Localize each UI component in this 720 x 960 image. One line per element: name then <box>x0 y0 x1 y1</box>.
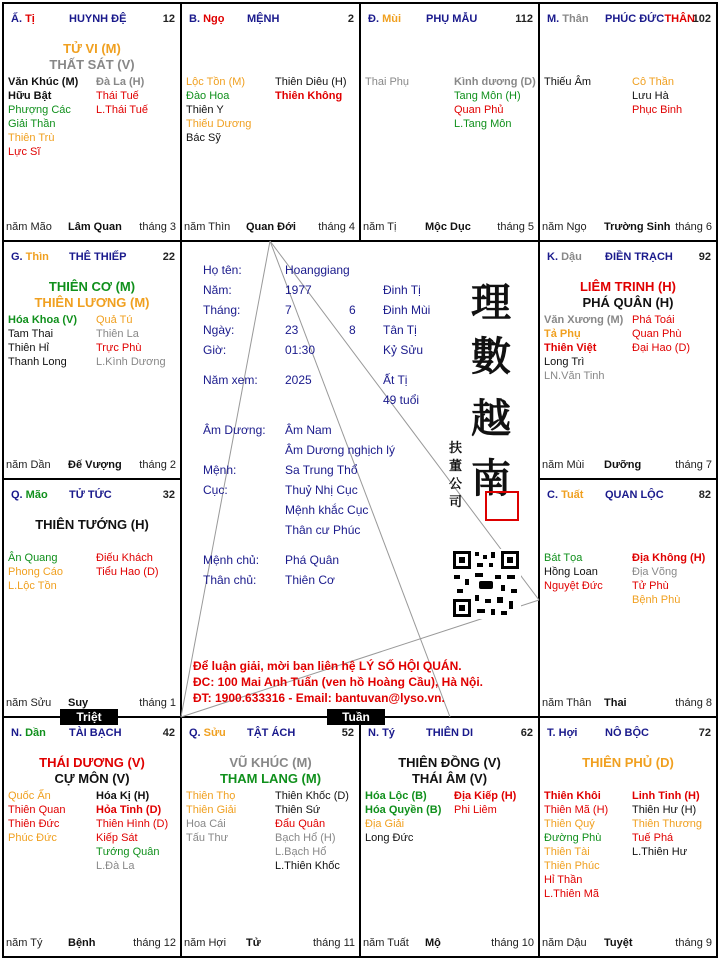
minor-star: Hóa Kị (H) <box>96 790 150 802</box>
palace-stage: Tuyệt <box>604 937 633 949</box>
minor-star: Văn Khúc (M) <box>8 76 79 88</box>
left-star-column <box>544 313 623 383</box>
palace-cell <box>539 241 717 479</box>
minor-star: LN.Văn Tinh <box>544 370 605 382</box>
minor-star: L.Lộc Tồn <box>8 580 57 592</box>
palace-year: năm Sửu <box>6 697 52 709</box>
value-nam-can: Đinh Tị <box>383 283 421 297</box>
value-cuc-3: Thân cư Phúc <box>285 523 361 537</box>
main-stars <box>3 755 181 787</box>
minor-star: Văn Xương (M) <box>544 314 624 326</box>
palace-branch: T. Hợi <box>547 727 578 739</box>
label-ho-ten: Họ tên: <box>203 263 242 277</box>
palace-month: tháng 5 <box>497 221 534 233</box>
main-stars <box>360 755 539 787</box>
label-gio: Giờ: <box>203 343 227 357</box>
minor-star: Hữu Bật <box>8 90 52 102</box>
minor-star: Trực Phù <box>96 342 142 354</box>
minor-star: Lực Sĩ <box>8 146 41 158</box>
palace-month: tháng 3 <box>139 221 176 233</box>
value-ngay: 23 <box>285 323 299 337</box>
palace-year: năm Tuất <box>363 937 409 949</box>
palace-stage: Mộc Dục <box>425 221 471 233</box>
palace-footer <box>542 697 712 709</box>
palace-year: năm Mùi <box>542 459 585 471</box>
minor-star: Hóa Lộc (B) <box>365 790 427 802</box>
minor-star: Hồng Loan <box>544 566 598 578</box>
seal-text-1: 扶 <box>449 441 463 456</box>
label-menh: Mệnh: <box>203 463 237 477</box>
minor-star: Thiên Quan <box>8 804 66 816</box>
minor-star: Điếu Khách <box>96 552 153 564</box>
value-ngay-al: 8 <box>349 323 356 337</box>
minor-star: L.Đà La <box>96 860 135 872</box>
main-star: THIÊN TƯỚNG (H) <box>35 517 149 532</box>
minor-star: Thiên Khốc (D) <box>275 790 349 802</box>
palace-year: năm Tị <box>363 221 397 233</box>
palace-footer <box>6 937 176 949</box>
minor-star: Giải Thần <box>8 118 56 130</box>
main-star: THIÊN CƠ (M) <box>48 279 136 294</box>
calligraphy-ly: 理 <box>471 279 511 326</box>
value-nam: 1977 <box>285 283 312 297</box>
palace-number: 72 <box>698 727 711 739</box>
label-menh-chu: Mệnh chủ: <box>203 553 260 567</box>
minor-star: Phúc Đức <box>8 832 57 844</box>
contact-line-3: ĐT: 1900.633316 - Email: bantuvan@lyso.vn. <box>193 691 445 705</box>
minor-star: Thiên Việt <box>544 342 597 354</box>
palace-footer <box>6 697 176 709</box>
main-star: VŨ KHÚC (M) <box>229 755 312 770</box>
palace-branch: N. Dần <box>11 727 46 739</box>
label-nam-xem: Năm xem: <box>203 373 258 387</box>
minor-star: Thai Phụ <box>365 76 410 88</box>
palace-branch: Q. Mão <box>11 489 48 501</box>
value-menh: Sa Trung Thổ <box>285 463 358 477</box>
palace-month: tháng 7 <box>675 459 712 471</box>
tuan-tag: Tuần <box>327 709 385 725</box>
minor-star: Hoa Cái <box>186 818 226 830</box>
palace-footer <box>542 937 712 949</box>
minor-star: Kình dương (D) <box>454 76 536 88</box>
label-nam: Năm: <box>203 283 232 297</box>
palace-number: 102 <box>692 13 711 25</box>
value-cuc: Thuỷ Nhị Cục <box>285 483 358 497</box>
palace-stage: Suy <box>68 697 89 709</box>
minor-star: Phục Binh <box>632 104 683 116</box>
minor-star: Thiên Khôi <box>544 790 601 802</box>
left-star-column <box>544 75 591 89</box>
minor-star: Thanh Long <box>8 356 67 368</box>
palace-cell <box>3 241 181 479</box>
minor-star: Hóa Khoa (V) <box>8 314 78 326</box>
left-star-column <box>544 551 603 593</box>
palace-footer <box>184 937 355 949</box>
minor-star: Thiên Diêu (H) <box>275 76 347 88</box>
palace-cell <box>539 3 717 241</box>
palace-year: năm Thìn <box>184 221 231 233</box>
right-star-column <box>632 313 690 355</box>
main-star: THIÊN PHỦ (D) <box>582 755 674 770</box>
left-star-column <box>365 789 441 845</box>
value-thang: 7 <box>285 303 292 317</box>
calligraphy-viet: 越 <box>471 395 511 442</box>
palace-branch: K. Dậu <box>547 251 582 263</box>
minor-star: Bạch Hổ (H) <box>275 832 336 844</box>
minor-star: Long Trì <box>544 356 585 368</box>
palace-name: NÔ BỘC <box>605 727 649 739</box>
value-thang-can: Đinh Mùi <box>383 303 431 317</box>
minor-star: Địa Không (H) <box>632 552 706 564</box>
palace-name: THÊ THIẾP <box>69 251 127 263</box>
palace-footer <box>542 459 712 471</box>
minor-star: Tang Môn (H) <box>454 90 521 102</box>
palace-number: 82 <box>698 489 711 501</box>
palace-header <box>11 251 175 265</box>
minor-star: Đẩu Quân <box>275 818 326 830</box>
left-star-column <box>8 75 78 159</box>
minor-star: Thiếu Dương <box>186 118 252 130</box>
main-star: THÁI ÂM (V) <box>411 771 488 786</box>
palace-footer <box>542 221 712 233</box>
center-info <box>181 241 539 717</box>
palace-year: năm Thân <box>542 697 592 709</box>
minor-star: Thiên Thọ <box>186 790 236 802</box>
palace-name: QUAN LỘC <box>605 489 664 501</box>
minor-star: Ân Quang <box>8 552 58 564</box>
palace-footer <box>6 459 176 471</box>
value-cuc-2: Mệnh khắc Cục <box>285 503 369 517</box>
minor-star: Thiên Hình (D) <box>96 818 169 830</box>
palace-number: 22 <box>162 251 175 263</box>
minor-star: Thiên Y <box>186 104 224 116</box>
minor-star: Hóa Quyền (B) <box>365 804 442 816</box>
palace-cell <box>3 3 181 241</box>
minor-star: Quốc Ấn <box>8 790 51 802</box>
palace-stage: Trường Sinh <box>604 221 671 233</box>
palace-header <box>11 727 175 741</box>
minor-star: Nguyệt Đức <box>544 580 603 592</box>
minor-star: L.Tang Môn <box>454 118 512 130</box>
palace-number: 42 <box>162 727 175 739</box>
minor-star: L.Thiên Hư <box>632 846 688 858</box>
palace-header <box>189 13 354 27</box>
palace-stage: Thai <box>604 697 627 709</box>
right-star-column <box>454 789 516 817</box>
minor-star: Hỉ Thần <box>544 874 583 886</box>
palace-header <box>547 251 711 265</box>
palace-month: tháng 6 <box>675 221 712 233</box>
minor-star: Phi Liêm <box>454 804 497 816</box>
main-star: TỬ VI (M) <box>63 41 121 56</box>
minor-star: Đại Hao (D) <box>632 342 691 354</box>
palace-branch: C. Tuất <box>547 489 584 501</box>
palace-month: tháng 10 <box>491 937 534 949</box>
palace-footer <box>6 221 176 233</box>
palace-branch: Ấ. Tị <box>11 13 35 25</box>
minor-star: Bệnh Phù <box>632 594 681 606</box>
minor-star: Quan Phù <box>632 328 682 340</box>
minor-star: Tử Phù <box>632 580 669 592</box>
palace-year: năm Dậu <box>542 937 587 949</box>
minor-star: Thiên Hư (H) <box>632 804 697 816</box>
palace-number: 52 <box>341 727 354 739</box>
minor-star: Thái Tuế <box>96 90 139 102</box>
than-marker: THÂN <box>664 13 695 25</box>
palace-stage: Bệnh <box>68 937 96 949</box>
palace-month: tháng 1 <box>139 697 176 709</box>
minor-star: Cô Thần <box>632 76 674 88</box>
palace-cell <box>181 717 360 957</box>
minor-star: Phá Toái <box>632 314 675 326</box>
palace-month: tháng 4 <box>318 221 355 233</box>
value-ngay-can: Tân Tị <box>383 323 417 337</box>
minor-star: Bát Tọa <box>544 552 583 564</box>
minor-star: Thiên Hỉ <box>8 342 49 354</box>
main-star: THIÊN ĐỒNG (V) <box>398 755 501 770</box>
seal-text-4: 司 <box>449 495 463 510</box>
palace-branch: M. Thân <box>547 13 589 25</box>
palace-month: tháng 2 <box>139 459 176 471</box>
seal-text-2: 董 <box>449 459 463 474</box>
palace-cell <box>360 3 539 241</box>
left-star-column <box>8 313 77 369</box>
palace-name: ĐIỀN TRẠCH <box>605 251 673 263</box>
main-stars <box>3 517 181 533</box>
contact-line-1: Để luận giải, mời bạn liên hệ LÝ SỐ HỘI QUÁN. <box>193 659 462 673</box>
value-tuoi: 49 tuổi <box>383 393 420 407</box>
minor-star: Tam Thai <box>8 328 54 340</box>
palace-name: PHÚC ĐỨC <box>605 13 665 25</box>
value-am-duong-2: Âm Dương nghịch lý <box>285 443 395 457</box>
left-star-column <box>365 75 409 89</box>
palace-name: MỆNH <box>247 13 280 25</box>
right-star-column <box>454 75 536 131</box>
value-am-duong: Âm Nam <box>285 423 332 437</box>
palace-branch: N. Tý <box>368 727 395 739</box>
right-star-column <box>275 789 349 873</box>
contact-line-2: ĐC: 100 Mai Anh Tuấn (ven hồ Hoàng Cầu), Hà Nội. <box>193 675 484 689</box>
palace-number: 62 <box>520 727 533 739</box>
right-star-column <box>96 551 159 579</box>
qr-code-icon <box>451 549 521 619</box>
palace-number: 12 <box>162 13 175 25</box>
right-star-column <box>632 75 682 117</box>
value-than-chu: Thiên Cơ <box>285 573 335 587</box>
minor-star: Thiếu Âm <box>544 76 592 88</box>
calligraphy-nam: 南 <box>471 455 511 502</box>
palace-branch: B. Ngọ <box>189 13 225 25</box>
palace-footer <box>363 937 534 949</box>
minor-star: Địa Võng <box>632 566 678 578</box>
main-stars <box>3 279 181 311</box>
minor-star: Linh Tinh (H) <box>632 790 700 802</box>
minor-star: Đào Hoa <box>186 90 230 102</box>
right-star-column <box>96 313 166 369</box>
value-thang-al: 6 <box>349 303 356 317</box>
right-star-column <box>275 75 347 103</box>
main-stars <box>3 41 181 73</box>
minor-star: Tấu Thư <box>186 832 229 844</box>
palace-header <box>547 727 711 741</box>
palace-year: năm Ngọ <box>542 221 587 233</box>
minor-star: Thiên Sứ <box>275 804 321 816</box>
palace-footer <box>363 221 534 233</box>
label-am-duong: Âm Dương: <box>203 423 266 437</box>
palace-year: năm Dần <box>6 459 51 471</box>
palace-header <box>11 13 175 27</box>
value-gio-can: Kỷ Sửu <box>383 343 424 357</box>
minor-star: Tướng Quân <box>96 846 160 858</box>
minor-star: Thiên Quý <box>544 818 595 830</box>
right-star-column <box>96 75 148 117</box>
red-seal-icon <box>485 491 519 521</box>
minor-star: Kiếp Sát <box>96 832 138 844</box>
palace-branch: G. Thìn <box>11 251 49 263</box>
label-thang: Tháng: <box>203 303 241 317</box>
palace-branch: Q. Sửu <box>189 727 226 739</box>
minor-star: Tiểu Hao (D) <box>96 566 159 578</box>
main-star: PHÁ QUÂN (H) <box>582 295 674 310</box>
minor-star: L.Thiên Mã <box>544 888 600 900</box>
main-star: THIÊN LƯƠNG (M) <box>34 295 150 310</box>
value-nam-xem: 2025 <box>285 373 312 387</box>
palace-year: năm Mão <box>6 221 52 233</box>
palace-name: TẬT ÁCH <box>247 727 296 739</box>
palace-stage: Lâm Quan <box>68 221 122 233</box>
palace-number: 2 <box>347 13 354 25</box>
palace-cell <box>539 717 717 957</box>
minor-star: L.Kình Dương <box>96 356 166 368</box>
minor-star: Thiên La <box>96 328 139 340</box>
palace-number: 92 <box>698 251 711 263</box>
minor-star: L.Thái Tuế <box>96 104 148 116</box>
value-gio: 01:30 <box>285 343 316 357</box>
palace-header <box>368 727 533 741</box>
palace-name: THIÊN DI <box>426 727 474 739</box>
right-star-column <box>632 551 705 607</box>
left-star-column <box>8 551 63 593</box>
minor-star: Tả Phụ <box>544 328 581 340</box>
palace-month: tháng 11 <box>312 937 355 949</box>
palace-header <box>547 489 711 503</box>
palace-stage: Mộ <box>425 937 441 949</box>
main-stars <box>539 279 717 311</box>
minor-star: Hỏa Tinh (D) <box>96 804 162 816</box>
right-star-column <box>96 789 168 873</box>
minor-star: Bác Sỹ <box>186 132 221 144</box>
palace-number: 32 <box>162 489 175 501</box>
minor-star: Đà La (H) <box>96 76 145 88</box>
palace-name: TỬ TỨC <box>69 489 112 501</box>
palace-year: năm Hợi <box>184 937 227 949</box>
palace-stage: Tử <box>246 937 261 949</box>
value-nam-xem-can: Ất Tị <box>383 373 408 387</box>
palace-header <box>368 13 533 27</box>
palace-year: năm Tý <box>6 937 43 949</box>
main-star: CỰ MÔN (V) <box>54 771 130 786</box>
minor-star: Tuế Phá <box>632 832 674 844</box>
palace-footer <box>184 221 355 233</box>
minor-star: Thiên Đức <box>8 818 60 830</box>
calligraphy-so: 數 <box>471 333 511 380</box>
main-stars <box>181 755 360 787</box>
minor-star: L.Thiên Khốc <box>275 860 340 872</box>
left-star-column <box>544 789 608 901</box>
value-menh-chu: Phá Quân <box>285 553 340 567</box>
label-cuc: Cục: <box>203 483 228 497</box>
label-ngay: Ngày: <box>203 323 235 337</box>
minor-star: Thiên Không <box>275 90 343 102</box>
palace-name: HUYNH ĐỆ <box>69 13 127 25</box>
left-star-column <box>186 789 236 845</box>
palace-cell <box>181 3 360 241</box>
palace-name: TÀI BẠCH <box>69 727 122 739</box>
right-star-column <box>632 789 702 859</box>
minor-star: Lộc Tồn (M) <box>186 76 246 88</box>
palace-number: 112 <box>515 13 533 25</box>
main-star: THÁI DƯƠNG (V) <box>39 755 145 770</box>
triet-tag: Triệt <box>60 709 118 725</box>
palace-cell <box>3 717 181 957</box>
minor-star: Thiên Trù <box>8 132 55 144</box>
palace-header <box>547 13 711 27</box>
main-star: LIÊM TRINH (H) <box>579 279 677 294</box>
left-star-column <box>8 789 65 845</box>
palace-cell <box>360 717 539 957</box>
minor-star: Long Đức <box>365 832 414 844</box>
minor-star: Thiên Thương <box>632 818 703 830</box>
minor-star: Địa Kiếp (H) <box>454 790 517 802</box>
palace-stage: Quan Đới <box>246 221 296 233</box>
palace-branch: Đ. Mùi <box>368 13 402 25</box>
minor-star: Thiên Phúc <box>544 860 600 872</box>
minor-star: L.Bạch Hổ <box>275 846 327 858</box>
minor-star: Thiên Mã (H) <box>544 804 609 816</box>
palace-month: tháng 12 <box>133 937 176 949</box>
left-star-column <box>186 75 251 145</box>
minor-star: Đường Phù <box>544 832 602 844</box>
label-than-chu: Thân chủ: <box>203 573 257 587</box>
minor-star: Thiên Giải <box>186 804 237 816</box>
palace-header <box>11 489 175 503</box>
minor-star: Phong Cáo <box>8 566 64 578</box>
minor-star: Thiên Tài <box>544 846 590 858</box>
minor-star: Quan Phủ <box>454 104 504 116</box>
palace-month: tháng 9 <box>675 937 712 949</box>
main-stars <box>539 755 717 771</box>
palace-header <box>189 727 354 741</box>
value-ho-ten: Hoanggiang <box>285 263 350 277</box>
palace-stage: Đế Vượng <box>68 459 122 471</box>
main-star: THAM LANG (M) <box>219 771 322 786</box>
palace-month: tháng 8 <box>675 697 712 709</box>
palace-stage: Dưỡng <box>604 459 642 471</box>
main-star: THẤT SÁT (V) <box>49 57 135 72</box>
minor-star: Lưu Hà <box>632 90 669 102</box>
palace-name: PHỤ MẪU <box>426 13 478 25</box>
palace-cell <box>539 479 717 717</box>
palace-cell <box>3 479 181 717</box>
minor-star: Phượng Các <box>8 104 71 116</box>
minor-star: Địa Giải <box>365 818 405 830</box>
seal-text-3: 公 <box>449 477 463 492</box>
minor-star: Quả Tú <box>96 314 133 326</box>
